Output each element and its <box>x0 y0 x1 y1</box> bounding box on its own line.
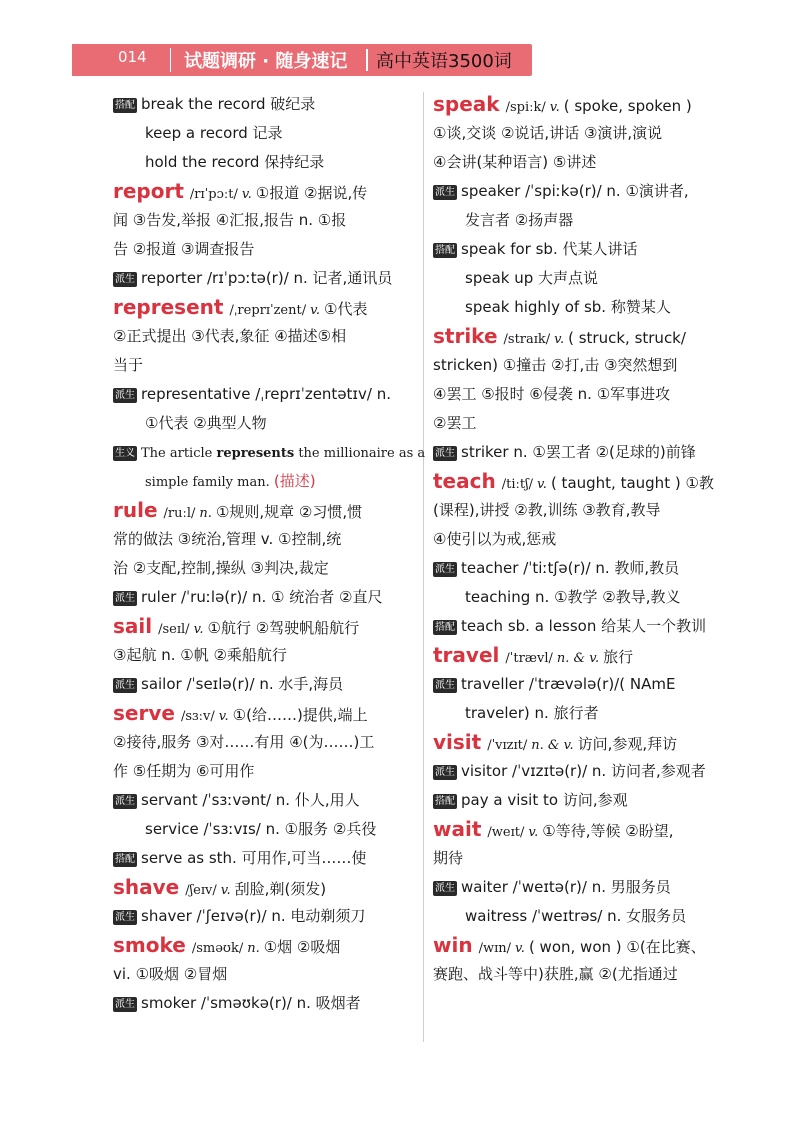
headword-line <box>433 467 753 496</box>
entry-text: stricken) ①撞击 ②打,击 ③突然想到 <box>433 356 678 374</box>
tagged-line <box>433 177 753 206</box>
phonetic: /wɪn/ <box>478 941 511 956</box>
definition: ①报道 ②据说,传 <box>255 184 368 202</box>
entry-tag: 派生 <box>115 999 135 1010</box>
entry-tag: 搭配 <box>115 854 135 865</box>
tagged-line <box>113 264 415 293</box>
part-of-speech: v. <box>310 303 321 318</box>
entry-text: speak for sb. 代某人讲话 <box>461 240 638 258</box>
headword: report <box>113 179 184 203</box>
entry-line <box>113 409 415 438</box>
entry-line <box>113 525 415 554</box>
part-of-speech: n. <box>199 506 212 521</box>
entry-text: ②罢工 <box>433 414 477 432</box>
entry-text: speaker /ˈspiːkə(r)/ n. ①演讲者, <box>461 182 689 200</box>
entry-line <box>433 960 753 989</box>
tagged-line <box>113 670 415 699</box>
entry-text: 当于 <box>113 356 144 374</box>
part-of-speech: v. <box>241 187 252 202</box>
part-of-speech: n. <box>247 941 260 956</box>
entry-text: 告 ②报道 ③调查报告 <box>113 240 255 258</box>
headword-line <box>113 931 415 960</box>
entry-line <box>113 554 415 583</box>
entry-text: traveller /ˈtrævələ(r)/( NAmE <box>461 675 676 693</box>
entry-tag: 派生 <box>115 593 135 604</box>
entry-tag: 生义 <box>115 448 135 459</box>
entry-tag: 搭配 <box>435 796 455 807</box>
headword: teach <box>433 469 496 493</box>
entry-text: waiter /ˈweɪtə(r)/ n. 男服务员 <box>461 878 671 896</box>
entry-text: ①代表 ②典型人物 <box>145 414 267 432</box>
headword: sail <box>113 614 153 638</box>
headword: represent <box>113 295 224 319</box>
entry-line <box>113 641 415 670</box>
definition: 访问,参观,拜访 <box>577 735 678 753</box>
entry-text: serve as sth. 可用作,可当……使 <box>141 849 367 867</box>
entry-tag: 派生 <box>435 883 455 894</box>
entry-text: (课程),讲授 ②教,训练 ③教育,教导 <box>433 501 661 519</box>
tagged-line <box>113 844 415 873</box>
entry-text: ④会讲(某种语言) ⑤讲述 <box>433 153 597 171</box>
part-of-speech: v. <box>549 100 560 115</box>
part-of-speech: v. <box>554 332 565 347</box>
entry-line <box>433 496 753 525</box>
headword: travel <box>433 643 500 667</box>
definition: 刮脸,剃(须发) <box>234 880 327 898</box>
definition: ( won, won ) ①(在比赛、 <box>528 938 706 956</box>
entry-line <box>113 235 415 264</box>
headword-line <box>113 177 415 206</box>
example-note: (描述) <box>273 472 316 490</box>
entry-text: 闻 ③告发,举报 ④汇报,报告 n. ①报 <box>113 211 347 229</box>
part-of-speech: n. & v. <box>556 651 600 666</box>
entry-text: keep a record 记录 <box>145 124 283 142</box>
tagged-line <box>113 380 415 409</box>
entry-line <box>433 844 753 873</box>
entry-tag: 派生 <box>435 680 455 691</box>
entry-line <box>433 119 753 148</box>
example-keyword: represents <box>216 446 295 461</box>
entry-text: ①谈,交谈 ②说话,讲话 ③演讲,演说 <box>433 124 663 142</box>
entry-text: traveler) n. 旅行者 <box>465 704 599 722</box>
phonetic: /sməʊk/ <box>191 941 244 956</box>
entry-line <box>433 206 753 235</box>
tagged-line <box>113 902 415 931</box>
phonetic: /sɜːv/ <box>180 709 215 724</box>
phonetic: /tiːtʃ/ <box>501 477 533 492</box>
entry-line <box>113 960 415 989</box>
entry-text: striker n. ①罢工者 ②(足球的)前锋 <box>461 443 696 461</box>
headword-line <box>113 496 415 525</box>
entry-line <box>113 728 415 757</box>
phonetic: /ʃeɪv/ <box>185 883 217 898</box>
entry-line <box>113 148 415 177</box>
entry-tag: 派生 <box>115 390 135 401</box>
phonetic: /ˈtrævl/ <box>505 651 553 666</box>
phonetic: /weɪt/ <box>487 825 525 840</box>
part-of-speech: v. <box>220 883 231 898</box>
entry-tag: 搭配 <box>115 100 135 111</box>
entry-text: representative /ˌreprɪˈzentətɪv/ n. <box>141 385 391 403</box>
entry-text: break the record 破纪录 <box>141 95 316 113</box>
entry-line <box>433 351 753 380</box>
entry-line <box>113 322 415 351</box>
part-of-speech: v. <box>193 622 204 637</box>
entry-text: hold the record 保持纪录 <box>145 153 325 171</box>
entry-line <box>433 264 753 293</box>
entry-text: ④罢工 ⑤报时 ⑥侵袭 n. ①军事进攻 <box>433 385 671 403</box>
tagged-line <box>433 757 753 786</box>
entry-tag: 派生 <box>435 187 455 198</box>
tagged-line <box>433 235 753 264</box>
entry-text: pay a visit to 访问,参观 <box>461 791 628 809</box>
entry-text: sailor /ˈseɪlə(r)/ n. 水手,海员 <box>141 675 344 693</box>
example-line <box>113 438 426 467</box>
part-of-speech: v. <box>528 825 539 840</box>
tagged-line <box>113 989 415 1018</box>
definition: ①代表 <box>324 300 368 318</box>
entry-text: smoker /ˈsməʊkə(r)/ n. 吸烟者 <box>141 994 361 1012</box>
headword-line <box>113 612 415 641</box>
entry-text: teacher /ˈtiːtʃə(r)/ n. 教师,教员 <box>461 559 680 577</box>
entry-text: 发言者 ②扬声器 <box>465 211 574 229</box>
page-header <box>0 44 540 76</box>
entry-tag: 派生 <box>115 274 135 285</box>
headword: win <box>433 933 473 957</box>
entry-tag: 派生 <box>435 564 455 575</box>
entry-text: reporter /rɪˈpɔːtə(r)/ n. 记者,通讯员 <box>141 269 393 287</box>
phonetic: /ˈvɪzɪt/ <box>487 738 528 753</box>
phonetic: /ruːl/ <box>163 506 196 521</box>
entry-tag: 搭配 <box>435 245 455 256</box>
headword-line <box>433 641 753 670</box>
entry-text: ②正式提出 ③代表,象征 ④描述⑤相 <box>113 327 347 345</box>
definition: ①烟 ②吸烟 <box>263 938 341 956</box>
entry-text: 期待 <box>433 849 464 867</box>
entry-line <box>113 351 415 380</box>
definition: ①航行 ②驾驶帆船航行 <box>207 619 360 637</box>
entry-tag: 派生 <box>435 767 455 778</box>
tagged-line <box>433 554 753 583</box>
entry-text: 治 ②支配,控制,操纵 ③判决,裁定 <box>113 559 329 577</box>
example-text: simple family man. <box>145 475 274 490</box>
phonetic: /seɪl/ <box>158 622 190 637</box>
example-line <box>113 467 415 496</box>
headword: wait <box>433 817 482 841</box>
headword-line <box>433 728 753 757</box>
header-separator <box>170 48 171 72</box>
entry-line <box>433 148 753 177</box>
tagged-line <box>113 786 415 815</box>
tagged-line <box>113 583 415 612</box>
headword: smoke <box>113 933 186 957</box>
example-text: the millionaire as a <box>294 446 426 461</box>
part-of-speech: v. <box>515 941 525 956</box>
entry-text: service /ˈsɜːvɪs/ n. ①服务 ②兵役 <box>145 820 377 838</box>
definition: 旅行 <box>603 648 634 666</box>
entry-line <box>113 119 415 148</box>
headword-line <box>113 699 415 728</box>
phonetic: /ˌreprɪˈzent/ <box>229 303 307 318</box>
entry-tag: 派生 <box>115 912 135 923</box>
entry-line <box>433 380 753 409</box>
entry-line <box>433 583 753 612</box>
part-of-speech: v. <box>537 477 547 492</box>
entry-line <box>113 757 415 786</box>
tagged-line <box>433 670 753 699</box>
tagged-line <box>433 612 753 641</box>
definition: ( struck, struck/ <box>568 329 686 347</box>
left-column <box>113 90 426 1018</box>
definition: ①规则,规章 ②习惯,惯 <box>215 503 363 521</box>
tagged-line <box>433 438 753 467</box>
part-of-speech: v. <box>218 709 229 724</box>
entry-text: shaver /ˈʃeɪvə(r)/ n. 电动剃须刀 <box>141 907 366 925</box>
series-title: 试题调研 · 随身速记 <box>184 51 348 72</box>
entry-text: ③起航 n. ①帆 ②乘船航行 <box>113 646 287 664</box>
headword: rule <box>113 498 158 522</box>
definition: ①(给……)提供,端上 <box>232 706 368 724</box>
headword-line <box>113 873 415 902</box>
entry-line <box>433 699 753 728</box>
entry-tag: 派生 <box>435 448 455 459</box>
headword: strike <box>433 324 498 348</box>
headword-line <box>433 90 753 119</box>
phonetic: /rɪˈpɔːt/ <box>189 187 238 202</box>
entry-line <box>113 206 415 235</box>
phonetic: /straɪk/ <box>503 332 551 347</box>
entry-text: 作 ⑤任期为 ⑥可用作 <box>113 762 255 780</box>
tagged-line <box>433 786 753 815</box>
entry-text: speak up 大声点说 <box>465 269 599 287</box>
entry-line <box>113 815 415 844</box>
definition: ①等待,等候 ②盼望, <box>542 822 674 840</box>
right-column <box>433 90 753 989</box>
entry-line <box>433 293 753 322</box>
entry-text: ④使引以为戒,惩戒 <box>433 530 557 548</box>
headword-line <box>113 293 415 322</box>
entry-text: teach sb. a lesson 给某人一个教训 <box>461 617 707 635</box>
entry-text: waitress /ˈweɪtrəs/ n. 女服务员 <box>465 907 687 925</box>
entry-tag: 搭配 <box>435 622 455 633</box>
entry-text: speak highly of sb. 称赞某人 <box>465 298 671 316</box>
entry-line <box>433 409 753 438</box>
headword: shave <box>113 875 180 899</box>
entry-text: visitor /ˈvɪzɪtə(r)/ n. 访问者,参观者 <box>461 762 706 780</box>
definition: ( spoke, spoken ) <box>563 97 692 115</box>
example-text: The article <box>141 446 217 461</box>
entry-tag: 派生 <box>115 796 135 807</box>
part-of-speech: n. & v. <box>531 738 574 753</box>
entry-text: teaching n. ①教学 ②教导,教义 <box>465 588 681 606</box>
column-divider <box>423 92 424 1042</box>
headword: speak <box>433 92 500 116</box>
headword-line <box>433 931 753 960</box>
headword: visit <box>433 730 482 754</box>
headword: serve <box>113 701 175 725</box>
entry-text: servant /ˈsɜːvənt/ n. 仆人,用人 <box>141 791 360 809</box>
entry-text: ②接待,服务 ③对……有用 ④(为……)工 <box>113 733 375 751</box>
book-title: 高中英语3500词 <box>376 51 512 72</box>
entry-text: 常的做法 ③统治,管理 v. ①控制,统 <box>113 530 342 548</box>
headword-line <box>433 322 753 351</box>
definition: ( taught, taught ) ①教 <box>550 474 714 492</box>
phonetic: /spiːk/ <box>505 100 546 115</box>
page-number: 014 <box>118 48 147 66</box>
entry-tag: 派生 <box>115 680 135 691</box>
headword-line <box>433 815 753 844</box>
entry-line <box>433 525 753 554</box>
title-divider <box>366 49 368 71</box>
entry-text: 赛跑、战斗等中)获胜,赢 ②(尤指通过 <box>433 965 678 983</box>
tagged-line <box>433 873 753 902</box>
entry-text: ruler /ˈruːlə(r)/ n. ① 统治者 ②直尺 <box>141 588 383 606</box>
entry-line <box>433 902 753 931</box>
entry-text: vi. ①吸烟 ②冒烟 <box>113 965 228 983</box>
tagged-line <box>113 90 415 119</box>
